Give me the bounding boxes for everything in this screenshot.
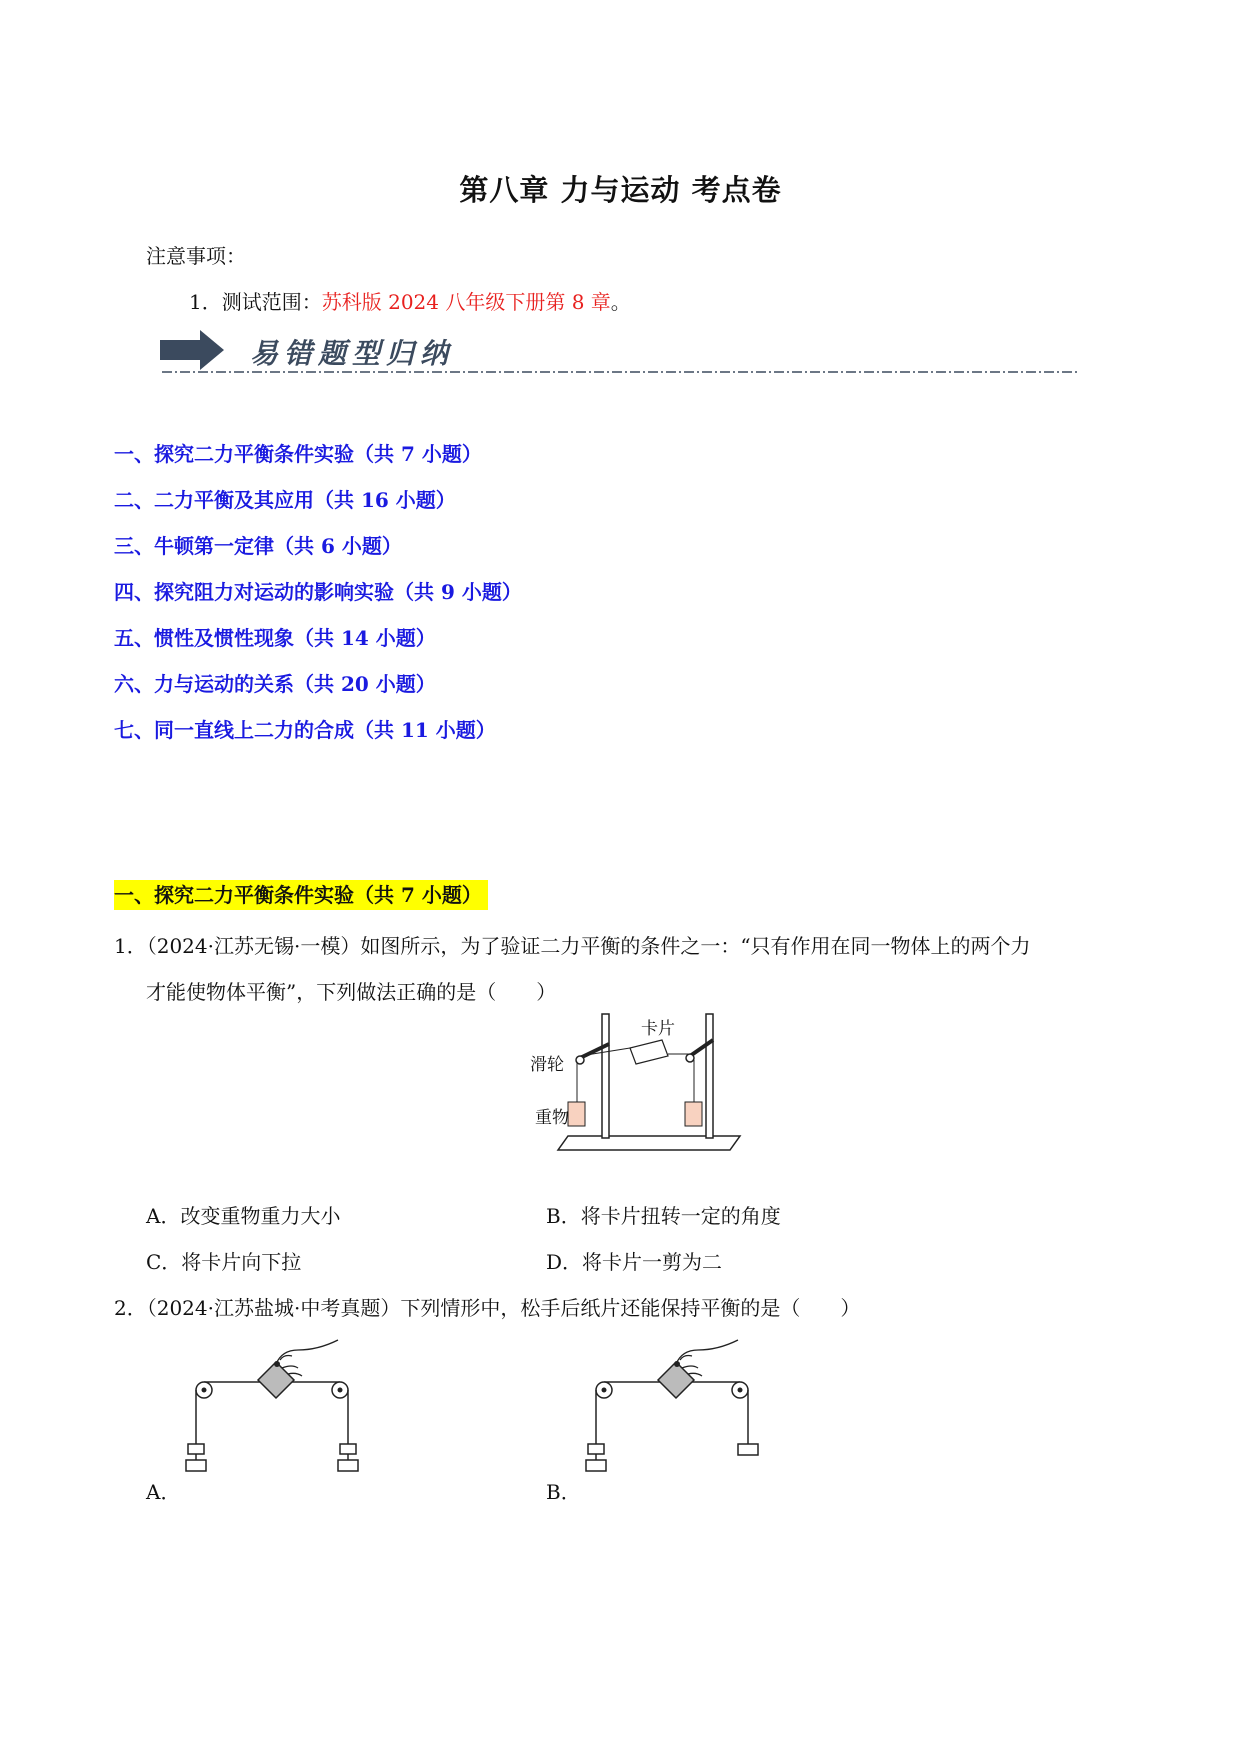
section-heading-1: 一、探究二力平衡条件实验（共 7 小题）: [114, 880, 488, 910]
q2-option-b[interactable]: B．: [546, 1480, 581, 1504]
weight-left-bottom: [586, 1460, 606, 1471]
toc-item-3[interactable]: 三、牛顿第一定律（共 6 小题）: [114, 534, 402, 558]
notice-item-scope: 苏科版 2024 八年级下册第 8 章: [321, 290, 611, 314]
q1-option-c[interactable]: C．将卡片向下拉: [146, 1250, 302, 1274]
left-post: [602, 1014, 609, 1138]
weight-right-bottom: [338, 1460, 358, 1471]
weight-right: [738, 1444, 758, 1455]
page-title: 第八章 力与运动 考点卷: [459, 173, 782, 207]
q1-text-line2: 才能使物体平衡”，下列做法正确的是（ ）: [146, 980, 557, 1004]
notice-item: [189, 286, 631, 315]
figure-label-pulley: 滑轮: [530, 1055, 564, 1075]
q1-option-a[interactable]: A．改变重物重力大小: [146, 1204, 341, 1228]
toc-item-6[interactable]: 六、力与运动的关系（共 20 小题）: [114, 672, 436, 696]
left-weight: [568, 1102, 585, 1126]
q2-text-line1: 2．（2024·江苏盐城·中考真题）下列情形中，松手后纸片还能保持平衡的是（ ）: [114, 1296, 861, 1320]
weight-left-top: [588, 1444, 604, 1454]
q1-option-d[interactable]: D．将卡片一剪为二: [546, 1250, 723, 1274]
toc-item-5[interactable]: 五、惯性及惯性现象（共 14 小题）: [114, 626, 436, 650]
figure-label-card: 卡片: [641, 1019, 675, 1039]
figure-label-weight: 重物: [535, 1108, 569, 1128]
paper-card: [258, 1362, 294, 1398]
weight-right-top: [340, 1444, 356, 1454]
q2-figure-a: [180, 1334, 380, 1484]
q1-option-b[interactable]: B．将卡片扭转一定的角度: [546, 1204, 781, 1228]
toc-item-2[interactable]: 二、二力平衡及其应用（共 16 小题）: [114, 488, 456, 512]
notice-item-prefix: 1．测试范围：: [189, 290, 322, 314]
toc-item-4[interactable]: 四、探究阻力对运动的影响实验（共 9 小题）: [114, 580, 522, 604]
q1-figure-apparatus: [520, 1010, 760, 1166]
weight-left-bottom: [186, 1460, 206, 1471]
notice-item-suffix: 。: [610, 290, 631, 314]
q2-figure-b: [580, 1334, 780, 1484]
q2-option-a[interactable]: A．: [146, 1480, 181, 1504]
banner-title: 易错题型归纳: [250, 337, 455, 370]
weight-left-top: [188, 1444, 204, 1454]
card: [630, 1040, 668, 1064]
right-post: [706, 1014, 713, 1138]
right-pulley-icon: [686, 1054, 694, 1062]
toc-item-7[interactable]: 七、同一直线上二力的合成（共 11 小题）: [114, 718, 496, 742]
notice-label: 注意事项：: [146, 244, 246, 268]
right-weight: [685, 1102, 702, 1126]
q1-text-line1: 1．（2024·江苏无锡·一模）如图所示，为了验证二力平衡的条件之一：“只有作用在同一物体上的两个力: [114, 934, 1031, 958]
paper-card: [658, 1362, 694, 1398]
section-banner: [160, 330, 1080, 374]
toc-item-1[interactable]: 一、探究二力平衡条件实验（共 7 小题）: [114, 442, 482, 466]
